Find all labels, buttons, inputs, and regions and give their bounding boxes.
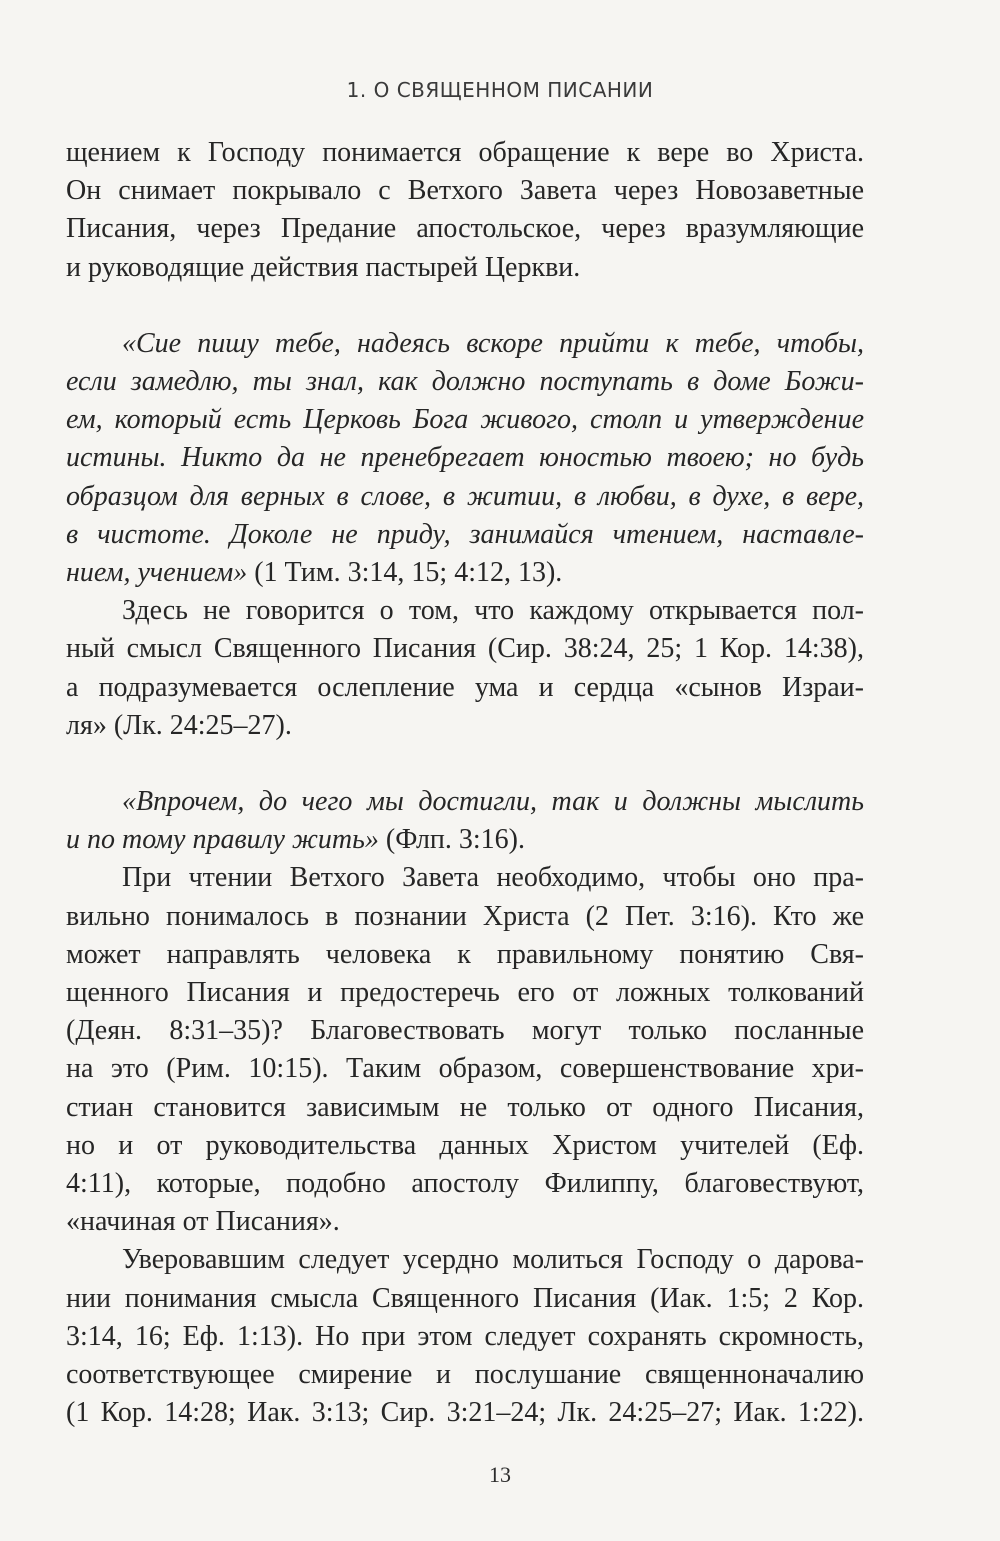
text-line [66,554,864,592]
quote-italic: образцом для верных в слове, в житии, в любви, в духе, в вере, [66,480,864,512]
text-line [66,1127,864,1165]
quote-italic: ем, который есть Церковь Бога живого, столп и утверждение [66,404,864,436]
text-run: При чтении Ветхого Завета необходимо, чтобы оно пра- [122,862,864,894]
text-line [66,859,864,897]
text-run: (1 Тим. 3:14, 15; 4:12, 13). [247,557,563,589]
text-line [66,669,864,707]
text-run: а подразумевается ослепление ума и сердца «сынов Израи- [66,671,864,703]
quote-italic: если замедлю, ты знал, как должно поступать в доме Божи- [66,366,864,398]
text-line [66,630,864,668]
text-run: ный смысл Священного Писания (Сир. 38:24, 25; 1 Кор. 14:38), [66,633,864,665]
text-run: «начиная от Писания». [66,1206,340,1238]
text-run: щенного Писания и предостеречь его от ложных толкований [66,977,864,1009]
text-line [66,401,864,439]
text-line [66,898,864,936]
quote-italic: и по тому правилу жить» [66,824,379,856]
text-line [66,516,864,554]
text-run: но и от руководительства данных Христом учителей (Еф. [66,1129,864,1161]
text-line [66,1203,864,1241]
quote-italic: «Впрочем, до чего мы достигли, так и должны мыслить [122,786,864,818]
text-run: нии понимания смысла Священного Писания (Иак. 1:5; 2 Кор. [66,1282,864,1314]
text-run: 4:11), которые, подобно апостолу Филиппу, благовествуют, [66,1168,864,1200]
text-run: соответствующее смирение и послушание священноначалию [66,1359,864,1391]
text-run: на это (Рим. 10:15). Таким образом, совершенствование хри- [66,1053,864,1085]
text-line [66,936,864,974]
text-line [66,1280,864,1318]
text-line [66,249,864,287]
text-line [66,1012,864,1050]
paragraph-gap [66,745,864,783]
text-line [66,592,864,630]
quote-italic: в чистоте. Доколе не приду, занимайся чтением, наставле- [66,518,864,550]
text-line [66,1241,864,1279]
text-line [66,1318,864,1356]
text-line [66,783,864,821]
text-run: Здесь не говорится о том, что каждому открывается пол- [122,595,864,627]
text-line [66,1165,864,1203]
text-line [66,134,864,172]
text-run: может направлять человека к правильному понятию Свя- [66,938,864,970]
text-run: Писания, через Предание апостольское, через вразумляющие [66,213,864,245]
running-head: 1. О СВЯЩЕННОМ ПИСАНИИ [346,78,654,102]
quote-italic: «Сие пишу тебе, надеясь вскоре прийти к тебе, чтобы, [122,327,864,359]
text-line [66,707,864,745]
quote-italic: нием, учением» [66,557,248,589]
text-line [66,172,864,210]
text-run: (Флп. 3:16). [378,824,526,856]
text-run: стиан становится зависимым не только от одного Писания, [66,1091,864,1123]
text-run: Уверовавшим следует усердно молиться Господу о дарова- [122,1244,864,1276]
quote-italic: истины. Никто да не пренебрегает юностью твоею; но будь [66,442,864,474]
text-run: 3:14, 16; Еф. 1:13). Но при этом следует сохранять скромность, [66,1320,864,1352]
paragraph-gap [66,287,864,325]
text-line [66,325,864,363]
text-line [66,210,864,248]
text-line [66,439,864,477]
text-line [66,1394,864,1432]
text-run: ля» (Лк. 24:25–27). [66,709,292,741]
text-run: и руководящие действия пастырей Церкви. [66,251,581,283]
text-run: щением к Господу понимается обращение к вере во Христа. [66,137,864,168]
text-line [66,974,864,1012]
text-line [66,821,864,859]
text-run: Он снимает покрывало с Ветхого Завета через Новозаветные [66,175,864,207]
body-text [66,134,864,1433]
text-run: вильно понималось в познании Христа (2 Пет. 3:16). Кто же [66,900,864,932]
text-line [66,1089,864,1127]
text-run: (Деян. 8:31–35)? Благовествовать могут только посланные [66,1015,864,1047]
text-line [66,1050,864,1088]
text-line [66,478,864,516]
text-line [66,1356,864,1394]
text-line [66,363,864,401]
text-run: (1 Кор. 14:28; Иак. 3:13; Сир. 3:21–24; Лк. 24:25–27; Иак. 1:22). [66,1397,864,1429]
page-number: 13 [489,1462,511,1487]
